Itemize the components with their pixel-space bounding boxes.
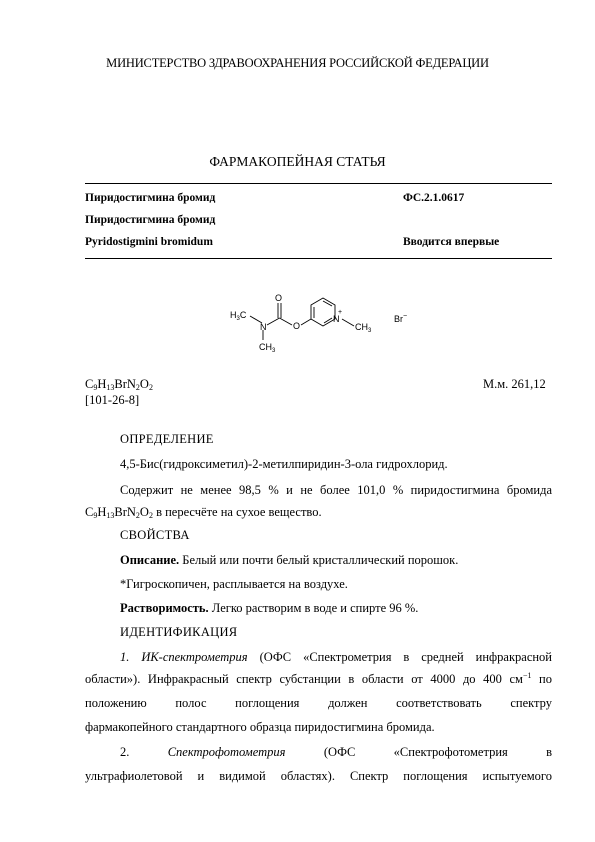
atom-o-ester: O <box>293 321 301 331</box>
description-line: Описание. Белый или почти белый кристаллический порошок. <box>120 553 459 567</box>
atom-n-pyridinium: N <box>333 314 340 324</box>
article-title: ФАРМАКОПЕЙНАЯ СТАТЬЯ <box>209 154 386 169</box>
atom-n-dimethyl: N <box>260 322 267 332</box>
name-russian-2: Пиридостигмина бромид <box>85 214 216 226</box>
definition-line-3: $C_9H_{13}BrN_2O_2$ в пересчёте на сухое вещество. <box>85 505 322 520</box>
group-ch3-ring: $CH_3$ <box>355 322 372 334</box>
group-h3c: $H_3C$ <box>230 310 247 322</box>
definition-line-2: Содержит не менее 98,5 % и не более 101,0 % пиридостигмина бромида <box>120 483 552 497</box>
identification-heading: ИДЕНТИФИКАЦИЯ <box>120 625 238 639</box>
properties-heading: СВОЙСТВА <box>120 528 190 542</box>
uv-line-2: ультрафиолетовой и видимой областях). Спектр поглощения испытуемого <box>85 769 552 783</box>
ir-line-3: положению полос поглощения должен соответствовать спектру <box>85 696 552 710</box>
name-russian-1: Пиридостигмина бромид <box>85 192 216 204</box>
atom-o-carbonyl: O <box>275 293 283 303</box>
ir-line-1: 1. ИК-спектрометрия (ОФС «Спектрометрия в средней инфракрасной <box>120 650 552 664</box>
definition-heading: ОПРЕДЕЛЕНИЕ <box>120 432 214 446</box>
definition-line-1: 4,5-Бис(гидроксиметил)-2-метилпиридин-3-ола гидрохлорид. <box>120 457 448 471</box>
monograph-code: ФС.2.1.0617 <box>403 192 465 204</box>
hygroscopic-line: *Гигроскопичен, расплывается на воздухе. <box>120 577 348 591</box>
bottom-rule <box>85 258 552 259</box>
ministry-header: МИНИСТЕРСТВО ЗДРАВООХРАНЕНИЯ РОССИЙСКОЙ ФЕДЕРАЦИИ <box>106 56 489 70</box>
charge-plus: + <box>338 309 343 316</box>
ir-line-2: области»). Инфракрасный спектр субстанции в области от 4000 до 400 $см^{-1}$ по <box>85 671 552 686</box>
structural-formula <box>220 282 420 358</box>
status-text: Вводится впервые <box>403 236 500 248</box>
molecular-weight: М.м. 261,12 <box>483 377 546 391</box>
solubility-line: Растворимость. Легко растворим в воде и спирте 96 %. <box>120 601 419 615</box>
molecular-formula: $C_9H_{13}BrN_2O_2$ <box>85 377 153 392</box>
cas-number: [101-26-8] <box>85 393 140 407</box>
uv-line-1: 2. Спектрофотометрия (ОФС «Спектрофотометрия в <box>120 745 552 759</box>
group-ch3-bottom: $CH_3$ <box>259 342 276 354</box>
top-rule <box>85 183 552 184</box>
bromide-ion: Br− <box>394 313 408 324</box>
ir-line-4: фармакопейного стандартного образца пиридостигмина бромида. <box>85 720 435 734</box>
name-latin: Pyridostigmini bromidum <box>85 236 213 248</box>
